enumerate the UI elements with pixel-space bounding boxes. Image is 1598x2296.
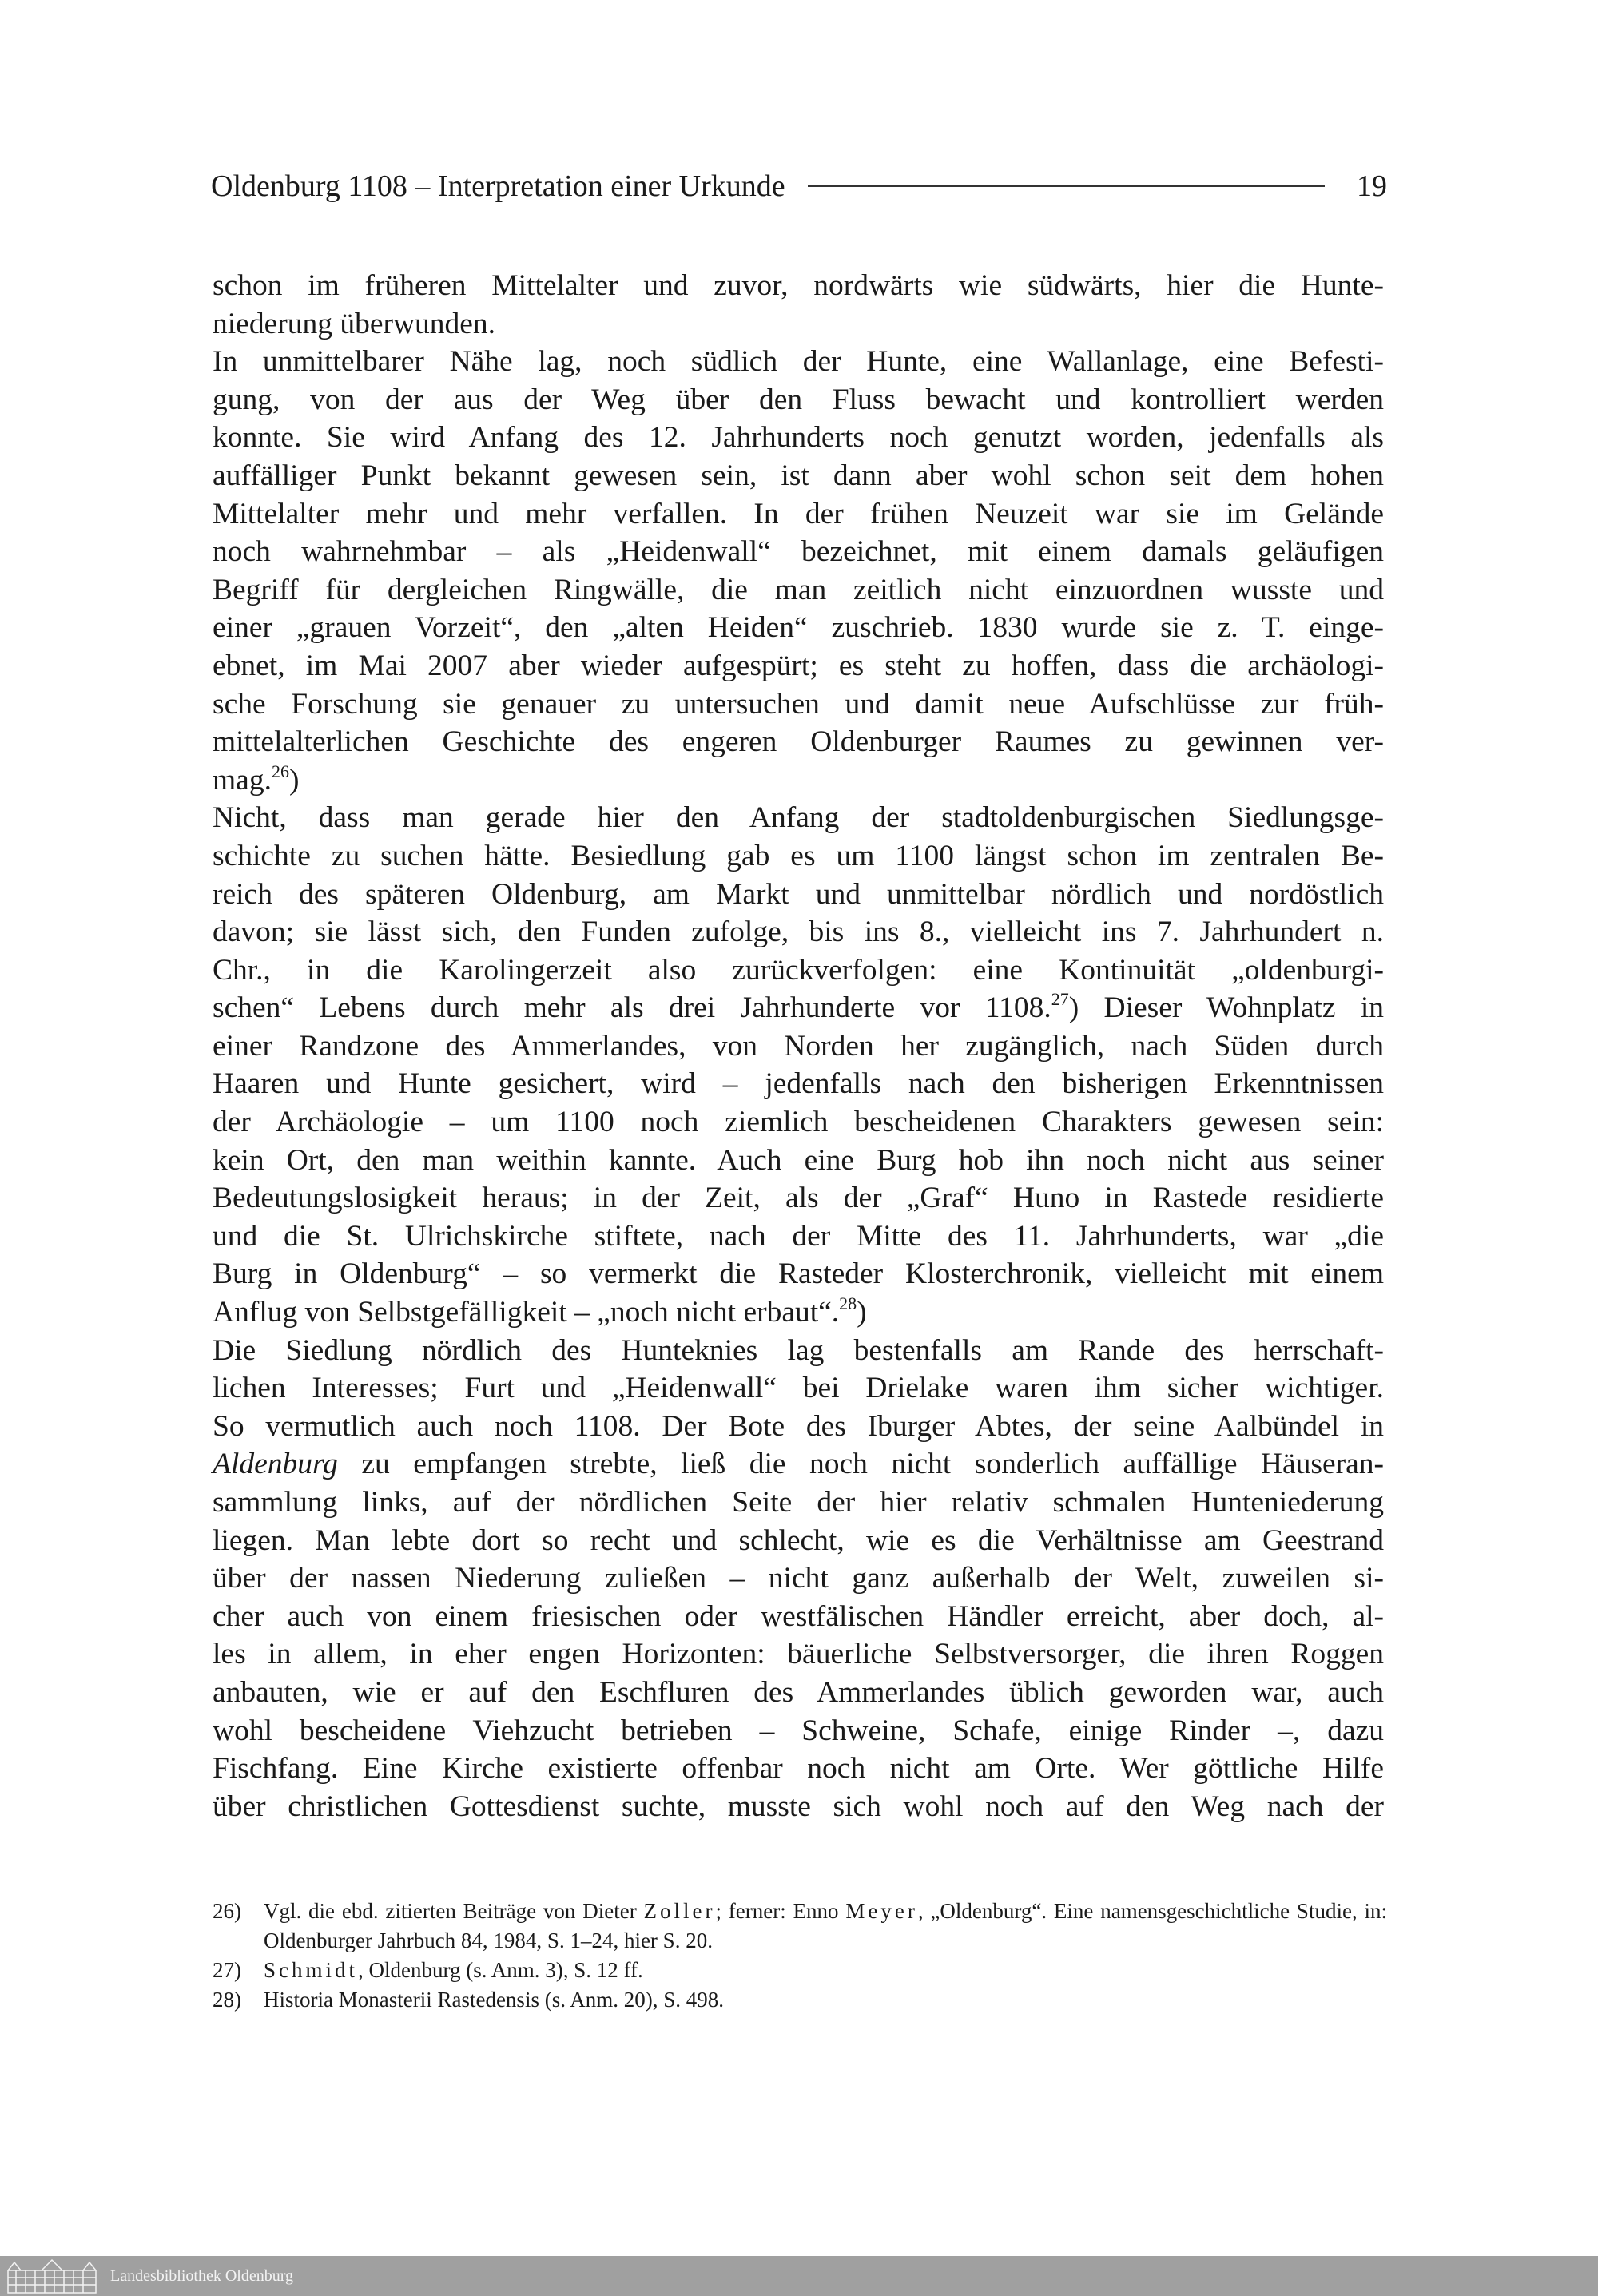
text-line [213, 723, 1384, 761]
text-segment: kein Ort, den man weithin kannte. Auch eine Burg hob ihn noch nicht aus seiner [213, 1143, 1384, 1177]
text-line [213, 647, 1384, 685]
text-segment: Aldenburg [213, 1448, 338, 1481]
text-line [213, 1445, 1384, 1484]
line-content [213, 837, 1384, 876]
text-line [213, 495, 1384, 534]
text-segment: gung, von der aus der Weg über den Fluss bewacht und kontrolliert werden [213, 383, 1384, 416]
text-segment: noch wahrnehmbar – als „Heidenwall“ bezeichnet, mit einem damals geläufigen [213, 535, 1384, 569]
text-line [213, 1218, 1384, 1256]
page-number: 19 [1357, 169, 1387, 203]
header-rule [808, 185, 1325, 187]
text-line [213, 1369, 1384, 1408]
text-line [213, 837, 1384, 876]
text-line [213, 1750, 1384, 1788]
text-segment: Chr., in die Karolingerzeit also zurückverfolgen: eine Kontinuität „oldenburgi- [213, 953, 1384, 987]
line-content [213, 989, 1384, 1031]
text-line [213, 419, 1384, 457]
text-line [213, 913, 1384, 951]
line-content [213, 495, 1384, 534]
text-segment: schichte zu suchen hätte. Besiedlung gab es um 1100 längst schon im zentralen Be- [213, 839, 1384, 872]
text-line [213, 1065, 1384, 1103]
line-content [213, 1293, 1384, 1335]
text-line [213, 305, 1384, 344]
author-name: Schmidt [264, 1958, 359, 1982]
text-line [213, 1635, 1384, 1674]
text-line [213, 1788, 1384, 1826]
line-content [213, 761, 1384, 803]
text-segment: Haaren und Hunte gesichert, wird – jedenfalls nach den bisherigen Erkenntnissen [213, 1067, 1384, 1101]
footnote [213, 1985, 1387, 2015]
text-segment: wohl bescheidene Viehzucht betrieben – Schweine, Schafe, einige Rinder –, dazu [213, 1714, 1384, 1747]
text-line [213, 989, 1384, 1027]
text-segment: auffälliger Punkt bekannt gewesen sein, ist dann aber wohl schon seit dem hohen [213, 459, 1384, 492]
text-segment: schen“ Lebens durch mehr als drei Jahrhunderte vor 1108. [213, 991, 1051, 1025]
text-segment: lichen Interesses; Furt und „Heidenwall“ bei Drielake waren ihm sicher wichtiger. [213, 1372, 1384, 1405]
line-content [213, 1445, 1384, 1484]
line-content [213, 1559, 1384, 1598]
text-segment: cher auch von einem friesischen oder westfälischen Händler erreicht, aber doch, al- [213, 1599, 1384, 1633]
text-segment: einer „grauen Vorzeit“, den „alten Heiden“ zuschrieb. 1830 wurde sie z. T. einge- [213, 611, 1384, 645]
author-name: Zoller [643, 1899, 716, 1923]
footnote-reference: 27 [1051, 989, 1069, 1010]
text-line [213, 1027, 1384, 1066]
body-text [213, 267, 1384, 1825]
running-title: Oldenburg 1108 – Interpretation einer Urkunde [211, 169, 785, 203]
line-content [213, 876, 1384, 914]
line-content [213, 305, 1384, 344]
line-content [213, 1522, 1384, 1560]
line-content [213, 723, 1384, 761]
footnote-reference: 26 [271, 761, 289, 781]
line-content [213, 1142, 1384, 1180]
text-line [213, 267, 1384, 305]
footnote-text [264, 1897, 1387, 1956]
text-segment: über der nassen Niederung zuließen – nicht ganz außerhalb der Welt, zuweilen si- [213, 1562, 1384, 1595]
text-segment: schon im früheren Mittelalter und zuvor, nordwärts wie südwärts, hier die Hunte- [213, 269, 1384, 302]
footnote-text [264, 1985, 1387, 2015]
line-content [213, 1065, 1384, 1103]
text-segment: der Archäologie – um 1100 noch ziemlich bescheidenen Charakters gewesen sein: [213, 1106, 1384, 1139]
running-header [211, 164, 1387, 209]
text-segment: niederung überwunden. [213, 307, 496, 340]
text-line [213, 343, 1384, 381]
text-line [213, 1674, 1384, 1712]
text-line [213, 1522, 1384, 1560]
line-content [213, 533, 1384, 571]
line-content [213, 1674, 1384, 1712]
line-content [213, 1332, 1384, 1370]
text-segment: Nicht, dass man gerade hier den Anfang der stadtoldenburgischen Siedlungsge- [213, 801, 1384, 835]
line-content [213, 1750, 1384, 1788]
line-content [213, 609, 1384, 647]
line-content [213, 1027, 1384, 1066]
line-content [213, 1179, 1384, 1218]
text-segment: , Oldenburg (s. Anm. 3), S. 12 ff. [358, 1958, 643, 1982]
footnote-number: 26) [213, 1899, 241, 1923]
library-name: Landesbibliothek Oldenburg [110, 2266, 294, 2285]
line-content [213, 1635, 1384, 1674]
text-line [213, 951, 1384, 990]
text-segment: Fischfang. Eine Kirche existierte offenbar noch nicht am Orte. Wer göttliche Hilfe [213, 1752, 1384, 1786]
footnote-number: 28) [213, 1988, 241, 2012]
line-content [213, 1218, 1384, 1256]
line-content [213, 1255, 1384, 1293]
text-segment: , „Oldenburg“. Eine namensgeschichtliche Studie, in: Oldenburger Jahrbuch 84, 1984, S. 1–24, hier S. 20. [264, 1899, 1387, 1952]
text-line [213, 609, 1384, 647]
text-segment: Begriff für dergleichen Ringwälle, die man zeitlich nicht einzuordnen wusste und [213, 573, 1384, 606]
text-line [213, 1103, 1384, 1142]
text-line [213, 685, 1384, 724]
line-content [213, 1788, 1384, 1826]
text-segment: Anflug von Selbstgefälligkeit – „noch nicht erbaut“. [213, 1296, 840, 1329]
text-line [213, 761, 1384, 800]
text-segment: einer Randzone des Ammerlandes, von Norden her zugänglich, nach Süden durch [213, 1029, 1384, 1063]
text-line [213, 799, 1384, 837]
line-content [213, 343, 1384, 381]
text-line [213, 571, 1384, 610]
text-line [213, 1408, 1384, 1446]
text-segment: zu empfangen strebte, ließ die noch nicht sonderlich auffällige Häuseran- [337, 1448, 1384, 1481]
footnote-reference: 28 [839, 1293, 857, 1314]
text-segment: Die Siedlung nördlich des Hunteknies lag bestenfalls am Rande des herrschaft- [213, 1333, 1384, 1367]
line-content [213, 913, 1384, 951]
text-segment: anbauten, wie er auf den Eschfluren des Ammerlandes üblich geworden war, auch [213, 1675, 1384, 1709]
line-content [213, 1598, 1384, 1636]
footnotes [213, 1897, 1387, 2015]
line-content [213, 1103, 1384, 1142]
text-segment: über christlichen Gottesdienst suchte, musste sich wohl noch auf den Weg nach der [213, 1790, 1384, 1823]
line-content [213, 457, 1384, 495]
line-content [213, 419, 1384, 457]
text-line [213, 1179, 1384, 1218]
text-segment: sammlung links, auf der nördlichen Seite der hier relativ schmalen Hunteniederung [213, 1486, 1384, 1519]
line-content [213, 381, 1384, 419]
text-line [213, 533, 1384, 571]
text-line [213, 1598, 1384, 1636]
author-name: Meyer [845, 1899, 918, 1923]
line-content [213, 647, 1384, 685]
text-line [213, 1712, 1384, 1750]
line-content [213, 571, 1384, 610]
text-segment: sche Forschung sie genauer zu untersuchen und damit neue Aufschlüsse zur früh- [213, 687, 1384, 721]
library-building-logo [5, 2258, 99, 2294]
library-footer-bar [0, 2256, 1598, 2296]
text-segment: les in allem, in eher engen Horizonten: bäuerliche Selbstversorger, die ihren Roggen [213, 1638, 1384, 1671]
line-content [213, 1712, 1384, 1750]
text-segment: ) Dieser Wohnplatz in [1068, 991, 1384, 1025]
line-content [213, 951, 1384, 990]
text-line [213, 457, 1384, 495]
text-segment: ; ferner: Enno [715, 1899, 846, 1923]
line-content [213, 799, 1384, 837]
text-segment: Burg in Oldenburg“ – so vermerkt die Rasteder Klosterchronik, vielleicht mit einem [213, 1257, 1384, 1291]
text-segment: Mittelalter mehr und mehr verfallen. In der frühen Neuzeit war sie im Gelände [213, 497, 1384, 530]
footnote [213, 1897, 1387, 1956]
text-segment: Vgl. die ebd. zitierten Beiträge von Dieter [264, 1899, 644, 1923]
line-content [213, 1484, 1384, 1522]
text-segment: ebnet, im Mai 2007 aber wieder aufgespürt; es steht zu hoffen, dass die archäologi- [213, 649, 1384, 682]
text-segment: reich des späteren Oldenburg, am Markt und unmittelbar nördlich und nordöstlich [213, 877, 1384, 911]
text-segment: davon; sie lässt sich, den Funden zufolge, bis ins 8., vielleicht ins 7. Jahrhundert n. [213, 916, 1384, 949]
footnote [213, 1956, 1387, 1985]
line-content [213, 685, 1384, 724]
text-segment: ) [288, 763, 300, 796]
line-content [213, 267, 1384, 305]
line-content [213, 1408, 1384, 1446]
text-line [213, 1332, 1384, 1370]
text-segment: Bedeutungslosigkeit heraus; in der Zeit, als der „Graf“ Huno in Rastede residierte [213, 1182, 1384, 1215]
footnote-number: 27) [213, 1958, 241, 1982]
text-segment: So vermutlich auch noch 1108. Der Bote des Iburger Abtes, der seine Aalbündel in [213, 1409, 1384, 1443]
text-segment: konnte. Sie wird Anfang des 12. Jahrhunderts noch genutzt worden, jedenfalls als [213, 421, 1384, 455]
text-line [213, 1142, 1384, 1180]
text-line [213, 876, 1384, 914]
text-segment: mag. [213, 763, 272, 796]
text-line [213, 1559, 1384, 1598]
text-segment: und die St. Ulrichskirche stiftete, nach der Mitte des 11. Jahrhunderts, war „die [213, 1219, 1384, 1253]
text-segment: liegen. Man lebte dort so recht und schlecht, wie es die Verhältnisse am Geestrand [213, 1523, 1384, 1557]
text-segment: In unmittelbarer Nähe lag, noch südlich der Hunte, eine Wallanlage, eine Befesti- [213, 345, 1384, 379]
footnote-text [264, 1956, 1387, 1985]
text-segment: ) [857, 1296, 867, 1329]
text-line [213, 381, 1384, 419]
text-segment: mittelalterlichen Geschichte des engeren Oldenburger Raumes zu gewinnen ver- [213, 725, 1384, 759]
text-segment: Historia Monasterii Rastedensis (s. Anm. 20), S. 498. [264, 1988, 724, 2012]
line-content [213, 1369, 1384, 1408]
text-line [213, 1293, 1384, 1332]
text-line [213, 1484, 1384, 1522]
text-line [213, 1255, 1384, 1293]
